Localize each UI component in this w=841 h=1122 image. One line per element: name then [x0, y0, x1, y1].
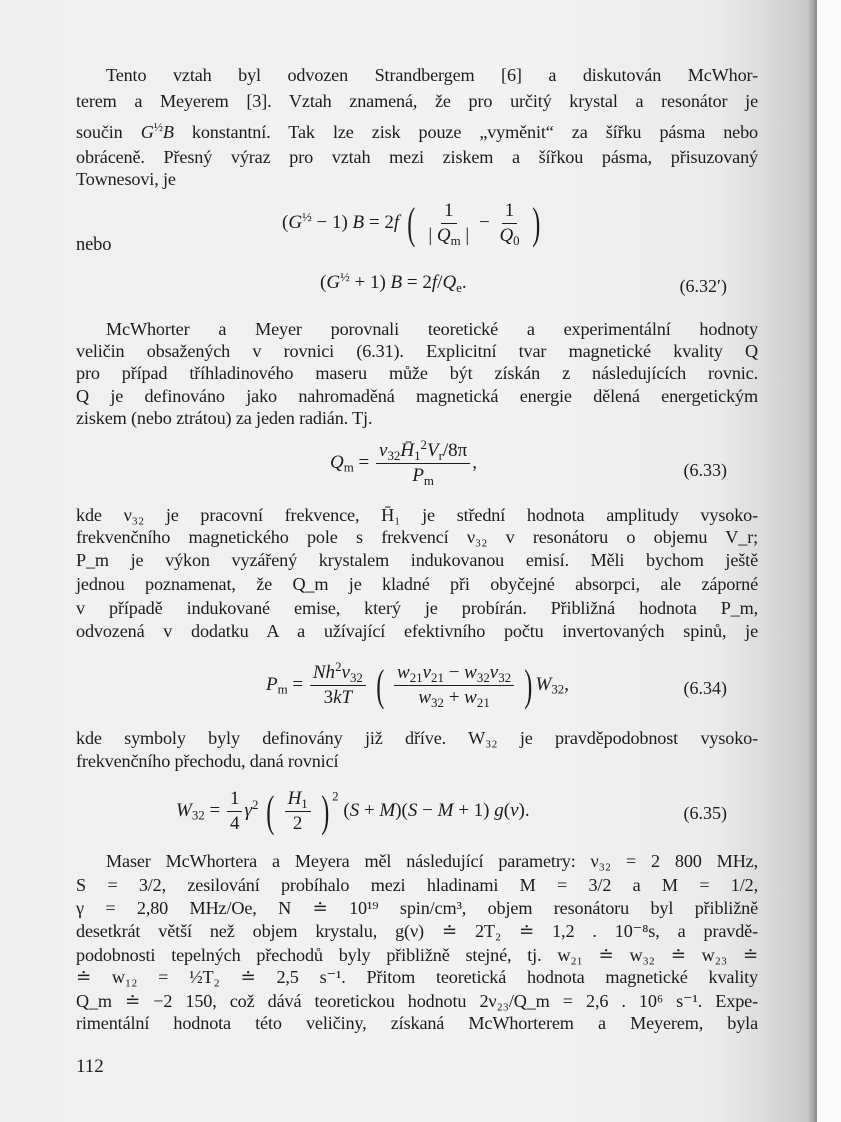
page-edge	[815, 0, 841, 1122]
equation-number: (6.32′)	[679, 276, 727, 296]
text-fragment: konstantní. Tak lze zisk pouze „vyměnit“ za šířku pásma nebo	[191, 122, 758, 142]
text-line: odvozená v dodatku A a užívající efektivního počtu invertovaných spinů, je	[76, 621, 758, 641]
fraction: $\frac{w_{21}\nu_{21} - w_{32}\nu_{32}}{w_{32} + w_{21}}$	[394, 662, 514, 709]
equation-6-33: $Q_m$ = $\frac{\nu_{32}H̄_1^2V_r/8\pi}{P_m}$ ,	[330, 436, 478, 488]
fraction: $\frac{1}{Q_0}$	[499, 200, 520, 248]
text-line: Tento vztah byl odvozen Strandbergem [6] a diskutován McWhor-	[106, 65, 758, 85]
text-line: kde symboly byly definovány již dříve. W₃₂ je pravděpodobnost vysoko-	[76, 728, 758, 748]
equation-number: (6.33)	[683, 460, 727, 480]
connector-word: nebo	[76, 235, 112, 255]
text-line: veličin obsažených v rovnici (6.31). Explicitní tvar magnetické kvality Q	[76, 341, 758, 361]
equation-6-32-b: $(G^{\frac{1}{2}} + 1) B = 2f/Q_e$.	[320, 268, 467, 295]
text-line: γ = 2,80 MHz/Oe, N ≐ 10¹⁹ spin/cm³, objem resonátoru byl přibližně	[76, 898, 758, 918]
text-line: rimentální hodnota této veličiny, získaná McWhorterem a Meyerem, byla	[76, 1013, 758, 1033]
inline-math-g-half-b: $G^{\frac{1}{2}}B$	[140, 120, 174, 142]
equation-number: (6.35)	[683, 803, 727, 823]
text-line	[76, 121, 758, 143]
equation-6-32-a: $(G^{\frac{1}{2}} - 1) B = 2f$ ( $\frac{1}{| Q_m |}$ − $\frac{1}{Q_0}$ )	[282, 198, 541, 248]
fraction: $\frac{1}{4}$	[227, 788, 243, 835]
page-number: 112	[76, 1056, 104, 1077]
text-line: kde ν₃₂ je pracovní frekvence, H̄₁ je střední hodnota amplitudy vysoko-	[76, 505, 758, 525]
text-line: McWhorter a Meyer porovnali teoretické a experimentální hodnoty	[106, 319, 758, 339]
text-line: frekvenčního přechodu, daná rovnicí	[76, 751, 339, 771]
text-line: Q_m ≐ −2 150, což dává teoretickou hodnotu 2ν₂₃/Q_m = 2,6 . 10⁶ s⁻¹. Expe-	[76, 991, 758, 1011]
fraction: $\frac{\nu_{32}H̄_1^2V_r/8\pi}{P_m}$	[376, 440, 470, 487]
text-line: frekvenčního magnetického pole s frekvencí ν₃₂ v resonátoru o objemu V_r;	[76, 527, 758, 547]
equation-6-35: $W_{32}$ = $\frac{1}{4}$ $\gamma^2$ ( $\frac{H_1}{2}$ ) $^2$ (S + M)(S − M + 1) g(ν).	[176, 786, 530, 836]
equation-6-34: $P_m$ = $\frac{Nh^2\nu_{32}}{3kT}$ ( $\frac{w_{21}\nu_{21} - w_{32}\nu_{32}}{w_{32} + w_{21}}$ ) $W_{32}$,	[266, 658, 569, 710]
equation-number: (6.34)	[683, 678, 727, 698]
text-line: podobnosti tepelných přechodů byly přibližně stejné, tj. w₂₁ ≐ w₃₂ ≐ w₂₃ ≐	[76, 945, 758, 965]
text-line: Townesovi, je	[76, 169, 176, 189]
text-line: Maser McWhortera a Meyera měl následující parametry: ν₃₂ = 2 800 MHz,	[106, 851, 758, 871]
text-line: v případě indukované emise, který je probírán. Přibližná hodnota P_m,	[76, 598, 758, 618]
fraction: $\frac{H_1}{2}$	[285, 788, 311, 835]
text-line: desetkrát větší než objem krystalu, g(ν) ≐ 2T₂ ≐ 1,2 . 10⁻⁸s, a pravdě-	[76, 921, 758, 941]
text-line: Q je definováno jako nahromaděná magnetická energie dělená energetickým	[76, 386, 758, 406]
text-line: P_m je výkon vyzářený krystalem indukovanou emisí. Měli bychom ještě	[76, 550, 758, 570]
text-line: ziskem (nebo ztrátou) za jeden radián. Tj.	[76, 408, 373, 428]
text-line: S = 3/2, zesilování probíhalo mezi hladinami M = 3/2 a M = 1/2,	[76, 875, 758, 895]
text-fragment: součin	[76, 122, 123, 142]
text-line: ≐ w₁₂ = ½T₂ ≐ 2,5 s⁻¹. Přitom teoretická hodnota magnetické kvality	[76, 967, 758, 987]
text-line: pro případ tříhladinového maseru může být získán z následujících rovnic.	[76, 363, 758, 383]
text-line: terem a Meyerem [3]. Vztah znamená, že pro určitý krystal a resonátor je	[76, 91, 758, 111]
fraction: $\frac{1}{| Q_m |}$	[428, 200, 470, 248]
text-line: obráceně. Přesný výraz pro vztah mezi ziskem a šířkou pásma, přisuzovaný	[76, 147, 758, 167]
text-line: jednou poznamenat, že Q_m je kladné při obyčejné absorpci, ale záporné	[76, 574, 758, 594]
fraction: $\frac{Nh^2\nu_{32}}{3kT}$	[310, 662, 366, 709]
